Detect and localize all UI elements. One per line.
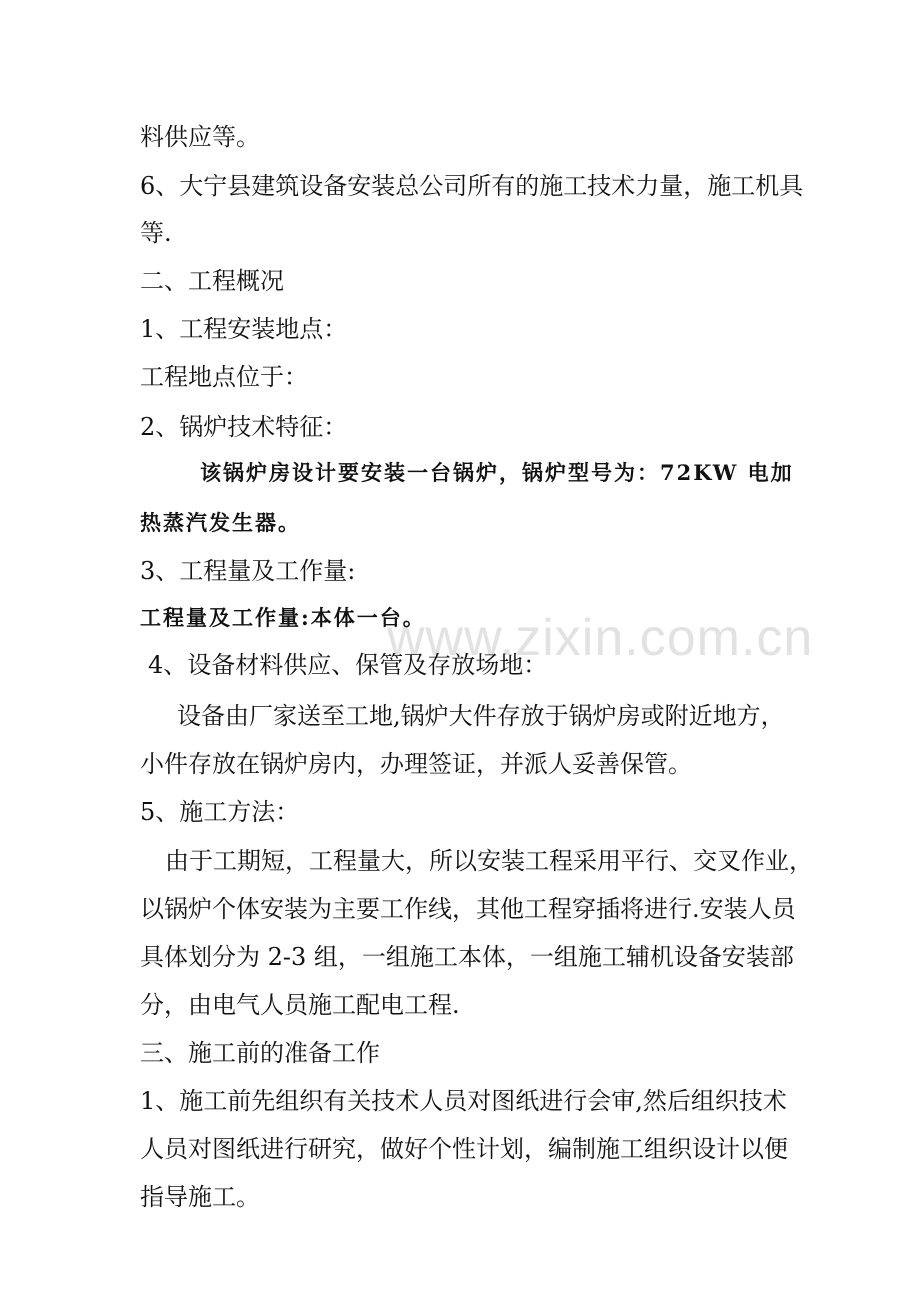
text-line: 3、工程量及工作量:: [140, 557, 356, 585]
text-line: 具体划分为 2-3 组，一组施工本体，一组施工辅机设备安装部: [140, 943, 794, 971]
text-line: 4、设备材料供应、保管及存放场地：: [148, 651, 548, 679]
text-line: 工程地点位于：: [140, 363, 308, 391]
bold-text-line: 工程量及工作量:本体一台。: [140, 605, 426, 630]
section-heading: 三、施工前的准备工作: [140, 1039, 380, 1067]
text-line: 等.: [140, 219, 172, 247]
text-line: 人员对图纸进行研究，做好个性计划，编制施工组织设计以便: [140, 1135, 788, 1163]
text-line: 1、工程安装地点：: [140, 315, 348, 343]
bold-text-line: 该锅炉房设计要安装一台锅炉，锅炉型号为：72KW 电加: [200, 460, 794, 485]
text-line: 6、大宁县建筑设备安装总公司所有的施工技术力量，施工机具: [140, 172, 804, 200]
text-line: 分，由电气人员施工配电工程.: [140, 991, 460, 1019]
text-line: 设备由厂家送至工地,锅炉大件存放于锅炉房或附近地方，: [177, 702, 785, 730]
watermark-text: www.zixin.com.cn: [387, 609, 814, 667]
bold-text-line: 热蒸汽发生器。: [140, 510, 301, 535]
text-line: 料供应等。: [140, 123, 260, 151]
text-line: 指导施工。: [140, 1183, 260, 1211]
text-line: 1、施工前先组织有关技术人员对图纸进行会审,然后组织技术: [140, 1087, 787, 1115]
text-line: 2、锅炉技术特征：: [140, 413, 348, 441]
text-line: 小件存放在锅炉房内，办理签证，并派人妥善保管。: [140, 750, 692, 778]
text-line: 由于工期短，工程量大，所以安装工程采用平行、交叉作业，: [165, 847, 813, 875]
text-line: 以锅炉个体安装为主要工作线，其他工程穿插将进行.安装人员: [140, 895, 796, 923]
text-line: 5、施工方法：: [140, 798, 300, 826]
section-heading: 二、工程概况: [140, 267, 284, 295]
